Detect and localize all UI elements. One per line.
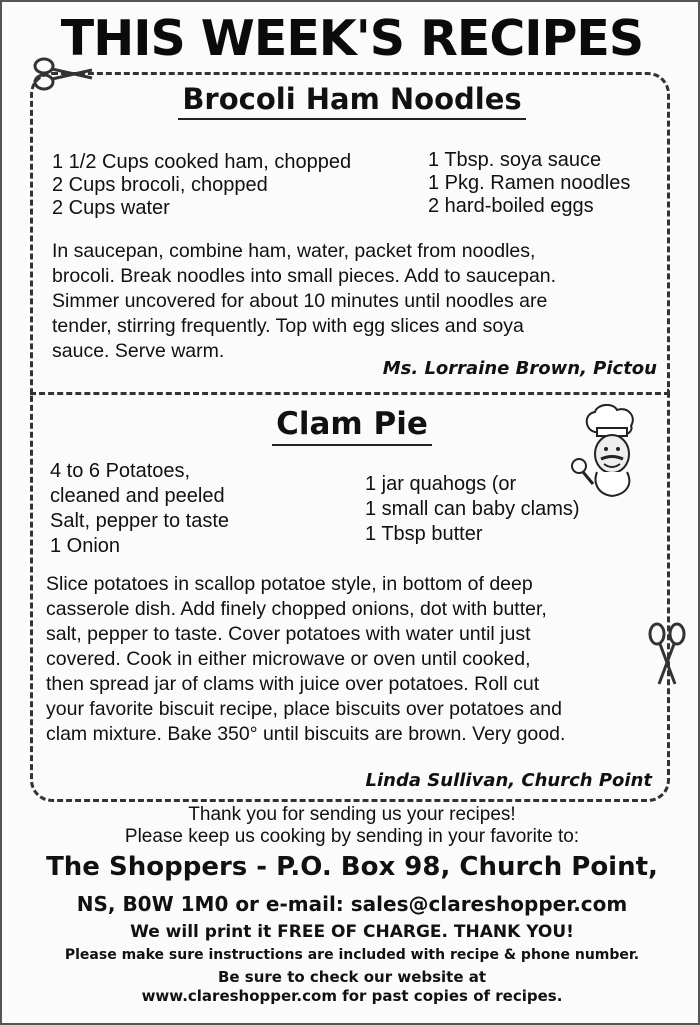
ingredient: 1 Onion — [50, 535, 121, 557]
ingredient: 2 hard-boiled eggs — [428, 195, 594, 217]
footer-address: The Shoppers - P.O. Box 98, Church Point, — [46, 852, 658, 882]
recipe2-ingredients-left — [50, 459, 229, 559]
ingredient: 1 jar quahogs (or — [365, 473, 517, 495]
ingredient: 1 Tbsp. soya sauce — [428, 149, 602, 171]
ingredient: cleaned and peeled — [50, 485, 225, 507]
recipe2-title: Clam Pie — [202, 406, 502, 446]
ingredient: 1 Tbsp butter — [365, 523, 483, 545]
ingredient: 4 to 6 Potatoes, — [50, 460, 191, 482]
ingredient: 2 Cups brocoli, chopped — [52, 174, 268, 196]
ingredient: Salt, pepper to taste — [50, 510, 230, 532]
footer-free: We will print it FREE OF CHARGE. THANK YOU! — [130, 922, 574, 942]
footer-note: Please make sure instructions are included with recipe & phone number. — [64, 947, 640, 963]
ingredient: 2 Cups water — [52, 197, 170, 219]
recipe2-ingredients-right — [365, 472, 580, 547]
footer-thanks: Thank you for sending us your recipes! — [188, 804, 516, 825]
recipe1-author: Ms. Lorraine Brown, Pictou — [382, 358, 657, 379]
recipe1-ingredients-left — [52, 151, 351, 220]
recipe2-instructions: Slice potatoes in scallop potatoe style, in bottom of deep casserole dish. Add finely chopped onions, dot with butter, salt, pepper to taste. Cover potatoes with water until just covered. Cook in either microwave or oven until cooked, then spread jar of clams with juice over potatoes. Roll cut your favorite biscuit recipe, place biscuits over potatoes and clam mixture. Bake 350° until biscuits are brown. Very good. — [46, 573, 566, 745]
footer-invite: Please keep us cooking by sending in your favorite to: — [124, 826, 580, 847]
recipe1-instructions: In saucepan, combine ham, water, packet from noodles, brocoli. Break noodles into small pieces. Add to saucepan. Simmer uncovered for about 10 minutes until noodles are tender, stirring frequently. Top with egg slices and soya sauce. Serve warm. — [52, 240, 557, 362]
ingredient: 1 Pkg. Ramen noodles — [428, 172, 631, 194]
recipe2-author: Linda Sullivan, Church Point — [365, 770, 652, 791]
footer-website-intro: Be sure to check our website at — [217, 968, 487, 986]
page-title: THIS WEEK'S RECIPES — [60, 10, 644, 67]
recipe1-title: Brocoli Ham Noodles — [142, 82, 562, 120]
footer-website: www.clareshopper.com for past copies of recipes. — [141, 987, 563, 1005]
recipe1-ingredients-right — [428, 149, 630, 218]
scissors-icon — [32, 52, 94, 92]
ingredient: 1 1/2 Cups cooked ham, chopped — [52, 151, 352, 173]
ingredient: 1 small can baby clams) — [365, 498, 580, 520]
scissors-icon — [645, 620, 689, 686]
footer-email: NS, B0W 1M0 or e-mail: sales@clareshopper.com — [76, 892, 628, 916]
